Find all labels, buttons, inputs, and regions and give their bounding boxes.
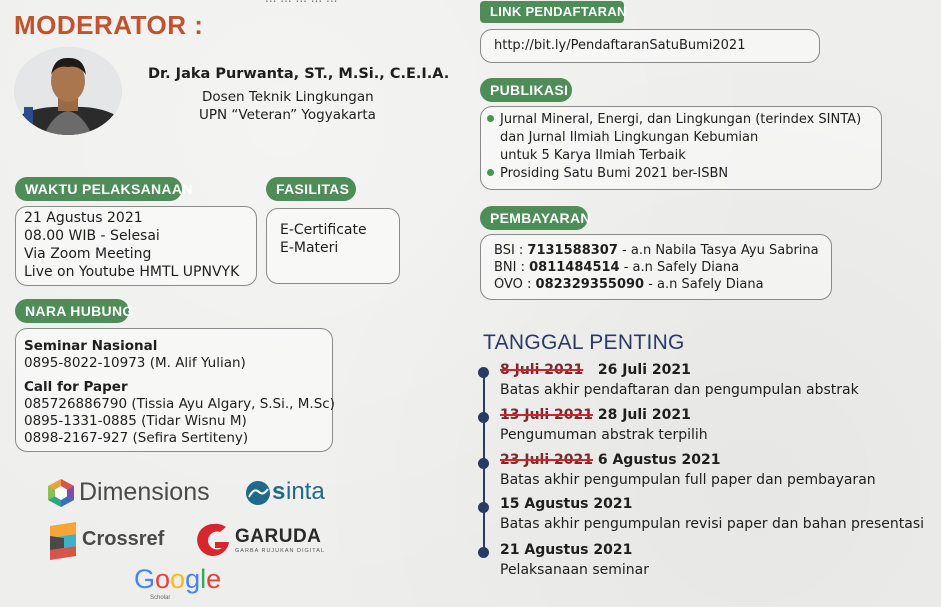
google-letter-e: e xyxy=(206,564,222,594)
google-letter-g2: g xyxy=(185,564,201,594)
waktu-line-2: 08.00 WIB - Selesai xyxy=(24,228,160,244)
paper-title: Call for Paper xyxy=(24,379,128,395)
timeline-desc-4: Batas akhir pengumpulan revisi paper dan bahan presentasi xyxy=(500,516,925,532)
moderator-name: Dr. Jaka Purwanta, ST., M.Si., C.E.I.A. xyxy=(148,66,450,82)
timeline-date-5: 21 Agustus 2021 xyxy=(500,542,633,558)
bullet-icon xyxy=(487,169,494,176)
publikasi-item-1: Jurnal Mineral, Energi, dan Lingkungan (terindex SINTA) xyxy=(487,112,861,127)
paper-contact-3: 0898-2167-927 (Sefira Sertiteny) xyxy=(24,430,249,446)
garuda-text: GARUDA xyxy=(235,526,322,547)
sinta-icon xyxy=(245,480,271,506)
fasilitas-line-2: E-Materi xyxy=(280,240,339,256)
sinta-text: inta xyxy=(286,478,325,505)
timeline-dot-2 xyxy=(478,412,489,423)
timeline-dot-4 xyxy=(478,502,489,513)
crossref-logo xyxy=(50,522,170,560)
waktu-heading: WAKTU PELAKSANAAN xyxy=(15,177,182,201)
waktu-line-1: 21 Agustus 2021 xyxy=(24,210,143,226)
google-letter-o2: o xyxy=(170,564,186,594)
google-letter-o1: o xyxy=(155,564,171,594)
timeline-date-2: 13 Juli 2021 28 Juli 2021 xyxy=(500,407,691,423)
garuda-icon xyxy=(193,522,233,556)
seminar-title: Seminar Nasional xyxy=(24,338,158,354)
moderator-heading: MODERATOR : xyxy=(14,10,204,40)
google-letter-g: G xyxy=(134,564,156,594)
timeline-desc-1: Batas akhir pendaftaran dan pengumpulan abstrak xyxy=(500,382,859,398)
fasilitas-line-1: E-Certificate xyxy=(280,222,367,238)
moderator-institution: UPN “Veteran” Yogyakarta xyxy=(199,107,376,123)
google-scholar-subtext: Scholar xyxy=(150,595,171,601)
timeline-desc-3: Batas akhir pengumpulan full paper dan pembayaran xyxy=(500,472,876,488)
link-url[interactable]: http://bit.ly/PendaftaranSatuBumi2021 xyxy=(494,38,746,53)
timeline-desc-2: Pengumuman abstrak terpilih xyxy=(500,427,708,443)
top-fragment xyxy=(265,0,337,5)
timeline-dot-3 xyxy=(478,458,489,469)
sinta-logo xyxy=(245,478,335,510)
payment-row-bsi: BSI : 7131588307 - a.n Nabila Tasya Ayu Sabrina xyxy=(494,243,819,258)
google-scholar-logo xyxy=(134,566,234,606)
timeline-dot-5 xyxy=(478,547,489,558)
publikasi-item-1-line-3: untuk 5 Karya Ilmiah Terbaik xyxy=(500,148,686,163)
timeline-date-4: 15 Agustus 2021 xyxy=(500,496,633,512)
crossref-icon xyxy=(50,522,78,560)
nara-hubung-heading: NARA HUBUNG xyxy=(15,299,129,323)
timeline-desc-5: Pelaksanaan seminar xyxy=(500,562,650,578)
timeline-dot-1 xyxy=(478,367,489,378)
link-heading: LINK PENDAFTARAN xyxy=(480,1,624,23)
seminar-contact-1: 0895-8022-10973 (M. Alif Yulian) xyxy=(24,355,246,371)
waktu-line-3: Via Zoom Meeting xyxy=(24,246,152,262)
tanggal-heading: TANGGAL PENTING xyxy=(483,331,685,354)
waktu-line-4: Live on Youtube HMTL UPNVYK xyxy=(24,264,240,280)
timeline-date-3: 23 Juli 2021 6 Agustus 2021 xyxy=(500,452,721,468)
sinta-prefix: s xyxy=(272,478,286,505)
crossref-text: Crossref xyxy=(82,528,165,550)
dimensions-text: Dimensions xyxy=(79,478,210,506)
dimensions-icon xyxy=(46,478,76,508)
paper-contact-2: 0895-1331-0885 (Tidar Wisnu M) xyxy=(24,413,247,429)
garuda-logo xyxy=(193,522,333,558)
moderator-role: Dosen Teknik Lingkungan xyxy=(202,89,374,105)
timeline-date-1: 8 Juli 2021 26 Juli 2021 xyxy=(500,362,691,378)
bullet-icon xyxy=(487,115,494,122)
publikasi-heading: PUBLIKASI xyxy=(480,78,572,102)
moderator-avatar xyxy=(14,47,122,135)
publikasi-item-1-line-2: dan Jurnal Ilmiah Lingkungan Kebumian xyxy=(500,130,759,145)
pembayaran-heading: PEMBAYARAN xyxy=(480,206,588,230)
publikasi-item-2: Prosiding Satu Bumi 2021 ber-ISBN xyxy=(487,166,728,181)
payment-row-ovo: OVO : 082329355090 - a.n Safely Diana xyxy=(494,277,764,292)
payment-row-bni: BNI : 0811484514 - a.n Safely Diana xyxy=(494,260,740,275)
fasilitas-heading: FASILITAS xyxy=(266,177,356,201)
google-letter-l: l xyxy=(200,564,207,594)
paper-contact-1: 085726886790 (Tissia Ayu Algary, S.Si., M.Sc) xyxy=(24,396,335,412)
garuda-subtext: GARBA RUJUKAN DIGITAL xyxy=(235,548,325,554)
